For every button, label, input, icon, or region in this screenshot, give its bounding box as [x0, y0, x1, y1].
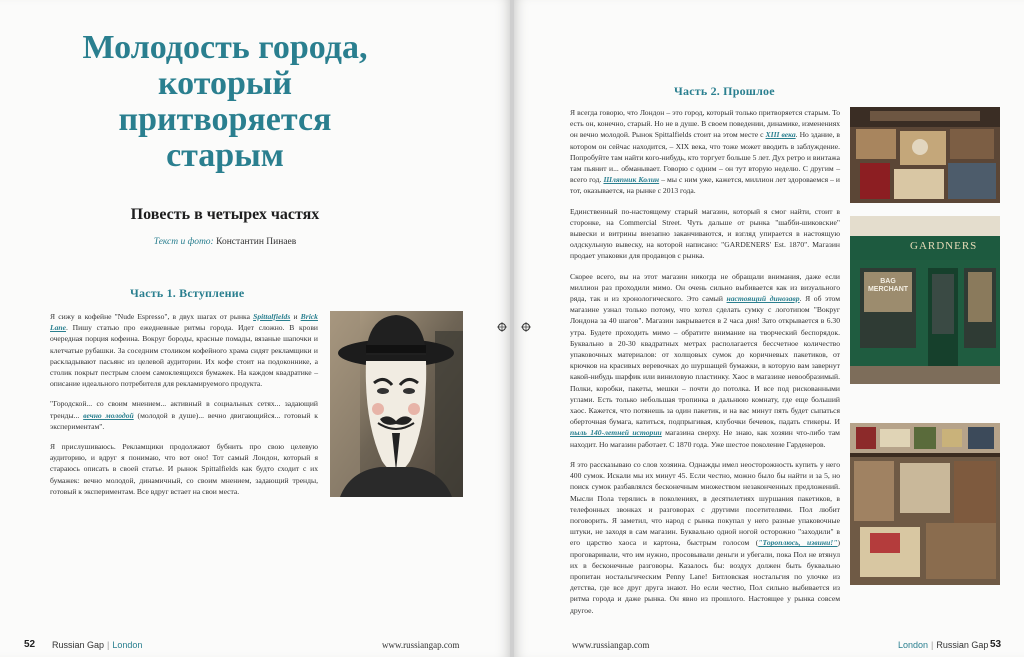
shop-sign: GARDNERS: [910, 240, 978, 252]
market-stall-photo: [850, 107, 1000, 203]
magazine-name: Russian Gap: [936, 640, 989, 650]
footer-url-right[interactable]: www.russiangap.com: [572, 640, 650, 650]
section-city: London: [898, 640, 929, 650]
byline-label: Текст и фото:: [153, 237, 214, 247]
paragraph: Я прислушиваюсь. Рекламщики продолжают бубнить про свою целевую аудиторию, и вдруг я понимаю, что вот оно! Тот самый Лондон, который я стараюсь описать в своей статье. И рынок Spittalfields как будто сходит с их бумажек: вечно молодой, динамичный, со своим мнением, задающий тренды, готовый к экспериментам. Все вдруг встает на свои места.: [50, 442, 318, 496]
paragraph: Я всегда говорю, что Лондон – это город, который только притворяется старым. То есть он, конечно, старый. Но не в душе. В своем поведении, динамике, изменениях он вечно молодой. Рынок Spittalfields стоит на этом месте с XIII века. Но здание, в котором он сейчас находится, – XIX века, что тоже может вводить в заблуждение. Попробуйте там найти кого-нибудь, кто торгует больше 5 лет. Дух ретро и винтажа там пьянит и... обманывает. Говорю с одним – он тут вторую неделю. С другим – всего год. Шляпник Колин – мы с ним уже, кажется, миллион лет здороваемся – и тот, оказывается, на рынке с 2013 года.: [570, 108, 840, 196]
link-forever-young[interactable]: вечно молодой: [83, 410, 134, 420]
link-spittalfields[interactable]: Spittalfields: [253, 312, 291, 321]
mask-image: [330, 311, 463, 497]
market-stall-image: [850, 107, 1000, 203]
registration-mark-icon: [521, 322, 531, 332]
paragraph: Я это рассказываю со слов хозяина. Однажды имел неосторожность купить у него 400 сумок. Искали мы их минут 45. Если честно, можно было бы найти и за 5, но поиск сумок разбавлялся бесконечным множеством незаконченных предложений. Мысли Пола терялись в поколениях, в десятилетиях шуршания пакетиков, в телефонных звонках и разговорах с другими посетителями. Пол любит поговорить. Я заметил, что народ с рынка покупал у него разные упаковочные штуки, не заходя в сам магазин. Буквально одной ногой осторожно "заходили" в его царство хаоса и картона, быстрым голосом ("Тороплюсь, извини!") проговаривали, что им нужно, просовывали деньги и убегали, пока Пол не втянул их в бесконечные разговоры. Казалось бы: воздух должен быть буквально пропитан ностальгическим Penny Lane! Битловская ностальгия по улочке из детства, где все друг друга знают. Но если честно, Пол сильно выбивается из ритма города и даже рынка. Он явно из прошлого. Настоящее у рынка совсем другое.: [570, 459, 841, 615]
byline-author: Константин Пинаев: [216, 237, 297, 247]
page-number-left: 52: [24, 639, 36, 650]
link-hatter-colin[interactable]: Шляпник Колин: [603, 175, 660, 185]
gardners-shop-photo: [850, 216, 1000, 384]
part2-body: [570, 107, 840, 625]
footer-magazine-left: Russian Gap | London: [52, 640, 143, 650]
paragraph: "Городской... со своим мнением... активный в социальных сетях... задающий тренды... вечно молодой (молодой в душе)... вечно двигающийся... готовый к экспериментам".: [50, 399, 318, 431]
section-city: London: [112, 640, 143, 650]
paragraph: Единственный по-настоящему старый магазин, который я смог найти, стоит в сторонке, на Commercial Street. Чуть дальше от рынка "шабби-шиковские" вывески и витрины внезапно заканчиваются, и взгляд упирается в настоящую олдскульную вывеску, на которой написано: "GARDENERS' Est. 1870". Магазин продает упаковки для продавцов с рынка.: [570, 206, 840, 261]
link-dust-of-history[interactable]: пыль 140-летней истории: [570, 428, 662, 438]
right-page: [514, 0, 1024, 657]
shop-interior-image: [850, 423, 1000, 585]
left-page: [0, 0, 510, 657]
paragraph: Скорее всего, вы на этот магазин никогда не обращали внимания, даже если миллион раз проходили мимо. Он очень сильно выбивается как из визуального ряда, так и из хронологического. Это самый настоящий динозавр. Я об этом магазине узнал только потому, что хотел сделать сумку с логотипом "Вокруг Лондона за 40 шагов". Магазин закрывается в 2 часа дня! Зато открывается в 6.30 утра. Будете проходить мимо – обратите внимание на творческий беспорядок. Буквально в 20-30 квадратных метрах располагается бессчетное количество упаковочных материалов: от холщовых сумок до коричневых пакетиков, от крючков на красивых веревочках до шуршащей бумажки, в которую вам завернут какой-нибудь шарфик или виниловую пластинку. Хаос в магазине невообразимый. Полки, коробки, пакеты, мешки – почти до потолка. И все под рискованными углами. Есть только небольшая тропинка в дальнюю комнату, где еще больший хаос. Кажется, что потянешь за один пакетик, и на вас минут пять будет сыпаться оберточная бумага, катиться, подпрыгивая, клубочки бечевок, падать стикеры. И пыль 140-летней истории магазина сверху. Не знаю, как хозяин что-либо там находит. Но магазин работает. С 1870 года. Уже шестое поколение Гарденеров.: [570, 271, 840, 449]
footer-url-left[interactable]: www.russiangap.com: [382, 640, 460, 650]
link-brick-lane[interactable]: Brick Lane: [50, 312, 318, 333]
magazine-name: Russian Gap: [52, 640, 105, 650]
part1-heading: Часть 1. Вступление: [130, 286, 245, 300]
bag-merchant-sign: BAG MERCHANT: [867, 278, 909, 293]
link-13th-century[interactable]: XIII века: [765, 130, 796, 140]
article-subtitle: Повесть в четырех частях: [130, 206, 320, 223]
shop-interior-photo: [850, 423, 1000, 585]
footer-magazine-right: London | Russian Gap: [898, 640, 989, 650]
byline: [60, 237, 390, 247]
part1-body: [50, 311, 318, 506]
link-hurry-sorry[interactable]: "Тороплюсь, извини!": [758, 538, 838, 548]
mask-photo: [330, 311, 463, 497]
part2-heading: Часть 2. Прошлое: [674, 84, 775, 98]
page-number-right: 53: [990, 639, 1002, 650]
paragraph: Я сижу в кофейне "Nude Espresso", в двух шагах от рынка Spittalfields и Brick Lane. Пишу статью про ежедневные ритмы города. Идет сложно. В крови очередная порция кофеина. Вокруг бороды, красные помады, вязаные шапочки и клетчатые рубашки. За соседним столиком кофейного храма сидят рекламщики и раскладывают пасьянс из целевой аудитории. Их кофе стоит на подоконнике, а столик покрыт пестрым слоем самоклеящихся бумажек. На каждом квадратике – описание идеального потребителя для рекламируемого продукта.: [50, 312, 318, 389]
registration-mark-icon: [497, 322, 507, 332]
link-real-dinosaur[interactable]: настоящий динозавр: [726, 294, 800, 304]
article-title: Молодость города, который притворяется старым: [82, 29, 368, 174]
